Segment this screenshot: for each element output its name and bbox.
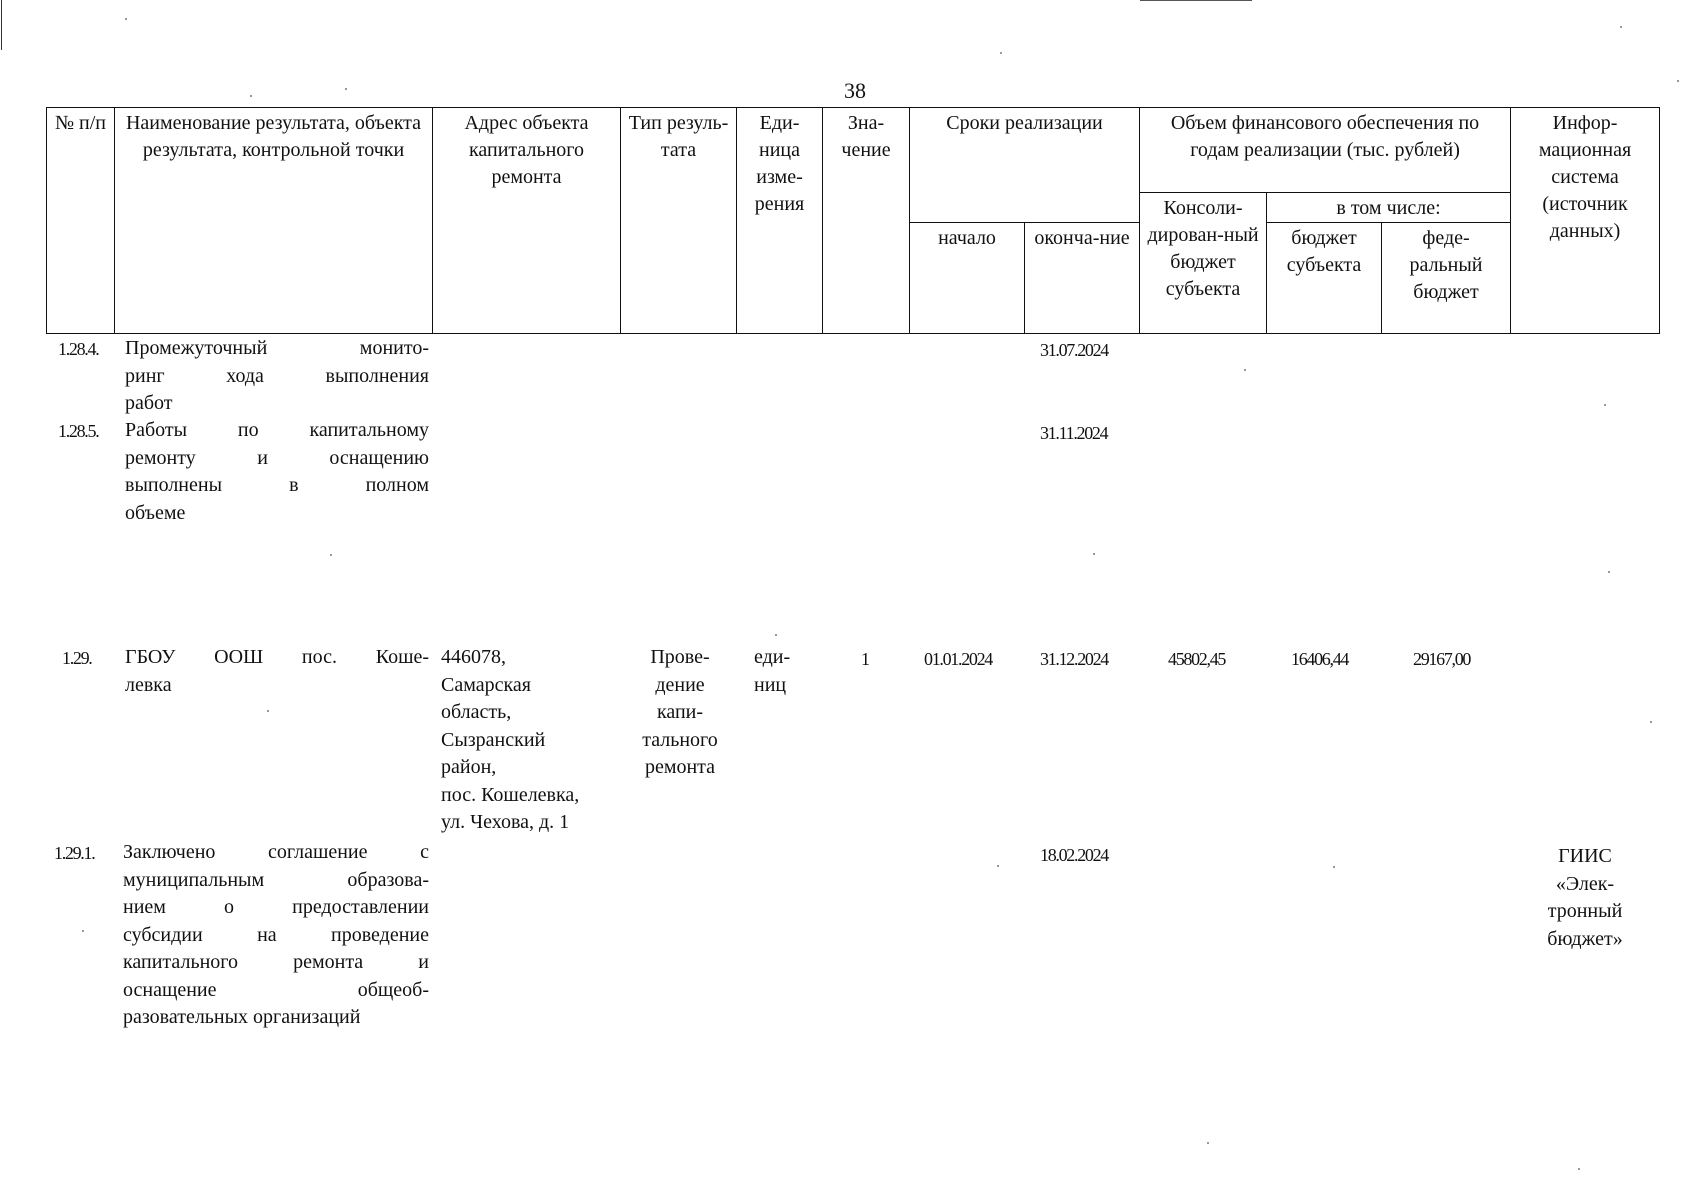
header-end: оконча-ние <box>1025 223 1140 334</box>
margin-mark <box>1 0 2 50</box>
header-start: начало <box>910 223 1025 334</box>
scan-speck <box>1000 52 1002 54</box>
header-value: Зна-чение <box>823 108 910 334</box>
row-address: 446078, Самарская область, Сызранский район, пос. Кошелевка, ул. Чехова, д. 1 <box>441 646 580 833</box>
table-header <box>46 107 1660 334</box>
row-info-system: ГИИС «Элек- тронный бюджет» <box>1547 845 1623 950</box>
row-num: 1.29.1. <box>54 843 95 863</box>
scan-speck <box>267 710 269 712</box>
scan-speck <box>1333 866 1335 868</box>
row-federal-budget: 29167,00 <box>1413 649 1471 669</box>
scan-speck <box>1604 404 1606 406</box>
row-end-date: 31.12.2024 <box>1040 649 1109 669</box>
row-end-date: 31.11.2024 <box>1040 423 1108 443</box>
row-name: Промежуточный монито- ринг хода выполнения работ <box>125 337 429 414</box>
header-name: Наименование результата, объекта результата, контрольной точки <box>115 108 433 334</box>
scan-speck <box>1244 369 1246 371</box>
header-subject-budget: бюджет субъекта <box>1267 223 1382 334</box>
row-end-date: 31.07.2024 <box>1040 340 1109 360</box>
header-address: Адрес объекта капитального ремонта <box>433 108 621 334</box>
scan-speck <box>775 634 777 636</box>
header-federal-budget: феде-ральный бюджет <box>1382 223 1511 334</box>
header-including: в том числе: <box>1267 193 1511 223</box>
page-number: 38 <box>844 78 866 103</box>
header-terms: Сроки реализации <box>910 108 1140 223</box>
row-num: 1.29. <box>62 648 92 668</box>
row-value: 1 <box>861 649 869 669</box>
row-end-date: 18.02.2024 <box>1040 845 1109 865</box>
scan-speck <box>125 18 127 20</box>
scan-speck <box>1578 1168 1580 1170</box>
row-name: ГБОУ ООШ пос. Коше- левка <box>125 646 429 696</box>
row-name: Работы по капитальному ремонту и оснащению выполнены в полном объеме <box>125 419 429 524</box>
scan-speck <box>1677 80 1679 82</box>
scan-speck <box>1620 26 1622 28</box>
scan-speck <box>82 930 84 932</box>
row-type: Прове- дение капи- тального ремонта <box>642 646 718 778</box>
header-num: № п/п <box>47 108 115 334</box>
header-info-system: Инфор-мационная система (источник данных) <box>1511 108 1660 334</box>
row-unit: еди- ниц <box>754 646 791 696</box>
header-finance: Объем финансового обеспечения по годам реализации (тыс. рублей) <box>1140 108 1511 193</box>
header-unit: Еди-ница изме-рения <box>737 108 823 334</box>
scan-speck <box>1093 553 1095 555</box>
scan-speck <box>345 88 347 90</box>
row-num: 1.28.5. <box>58 421 99 441</box>
row-name: Заключено соглашение с муниципальным образова- нием о предоставлении субсидии на проведение капитального ремонта и оснащение общеоб- разовательных организаций <box>123 841 429 1028</box>
row-num: 1.28.4. <box>58 339 99 359</box>
scan-speck <box>330 554 332 556</box>
row-start-date: 01.01.2024 <box>924 649 993 669</box>
header-type: Тип резуль-тата <box>621 108 737 334</box>
scan-speck <box>1650 721 1652 723</box>
scan-speck <box>997 865 999 867</box>
scan-speck <box>250 95 252 97</box>
top-rule <box>1140 0 1252 1</box>
scan-speck <box>1608 571 1610 573</box>
scan-speck <box>1207 1142 1209 1144</box>
header-consolidated: Консоли-дирован-ный бюджет субъекта <box>1140 193 1267 334</box>
row-subject-budget: 16406,44 <box>1291 649 1349 669</box>
row-consolidated-budget: 45802,45 <box>1168 649 1226 669</box>
